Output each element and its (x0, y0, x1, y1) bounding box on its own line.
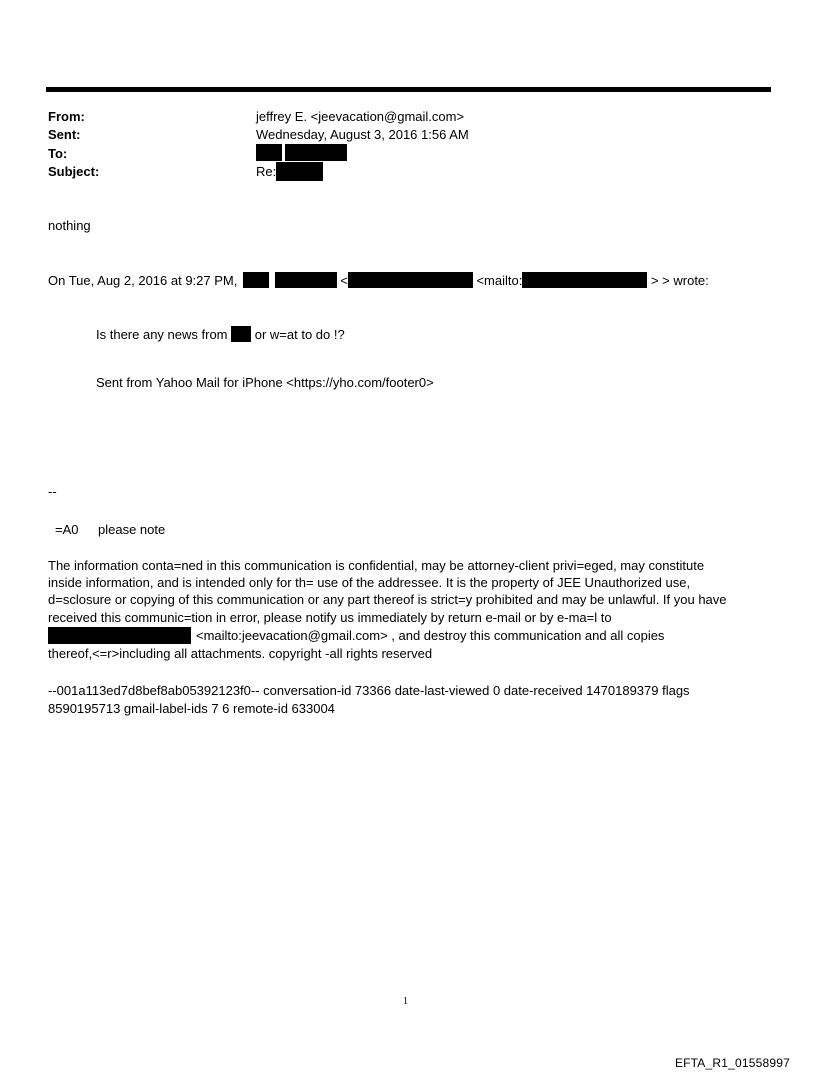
disclaimer-line-6: thereof,<=r>including all attachments. copyright -all rights reserved (48, 646, 433, 661)
redaction-subject (276, 162, 323, 181)
quoted-line (96, 326, 345, 343)
separator: -- (48, 484, 57, 499)
subject-value: Re: (256, 164, 277, 179)
metadata-line-2: 8590195713 gmail-label-ids 7 6 remote-id 633004 (48, 701, 335, 716)
quoted-line-end: or w=at to do !? (254, 327, 345, 342)
to-label: To: (48, 146, 68, 161)
subject-label: Subject: (48, 164, 100, 179)
note-code: =A0 (55, 522, 79, 537)
page-number: 1 (403, 996, 408, 1007)
from-label: From: (48, 109, 85, 124)
redaction-sender-last (275, 272, 337, 288)
disclaimer-line-3: d=sclosure or copying of this communication or any part thereof is strict=y prohibited and may be unlawful. If you have (48, 592, 727, 607)
quote-intro (48, 272, 709, 289)
quote-intro-mailto: <mailto: (476, 273, 523, 288)
disclaimer-line-1: The information conta=ned in this communication is confidential, may be attorney-client privi=eged, may constitute (48, 558, 705, 573)
quoted-signature: Sent from Yahoo Mail for iPhone <https://yho.com/footer0> (96, 375, 434, 390)
redaction-sender-mailto (522, 272, 647, 288)
quoted-line-start: Is there any news from (96, 327, 228, 342)
disclaimer-line-5: <mailto:jeevacation@gmail.com> , and destroy this communication and all copies (196, 628, 665, 643)
sent-label: Sent: (48, 127, 81, 142)
disclaimer-line-4: received this communic=tion in error, please notify us immediately by return e-mail or by e-ma=l to (48, 610, 612, 625)
redaction-to-2 (285, 144, 347, 161)
redaction-to-1 (256, 144, 282, 161)
document-id: EFTA_R1_01558997 (674, 1056, 790, 1070)
reply-text: nothing (48, 218, 91, 233)
quote-intro-end: > > wrote: (650, 273, 709, 288)
redaction-sender-first (243, 272, 269, 288)
sent-value: Wednesday, August 3, 2016 1:56 AM (256, 127, 469, 142)
quote-intro-lt: < (340, 273, 348, 288)
redaction-quoted-name (231, 326, 251, 342)
metadata-line-1: --001a113ed7d8bef8ab05392123f0-- conversation-id 73366 date-last-viewed 0 date-received 1470189379 flags (48, 683, 690, 698)
note-text: please note (98, 522, 166, 537)
header-rule (46, 87, 771, 92)
from-value: jeffrey E. <jeevacation@gmail.com> (256, 109, 465, 124)
disclaimer-line-2: inside information, and is intended only for th= use of the addressee. It is the property of JEE Unauthorized use, (48, 575, 691, 590)
quote-intro-start: On Tue, Aug 2, 2016 at 9:27 PM, (48, 273, 238, 288)
redaction-sender-email (348, 272, 473, 288)
redaction-disclaimer-email (48, 627, 191, 644)
